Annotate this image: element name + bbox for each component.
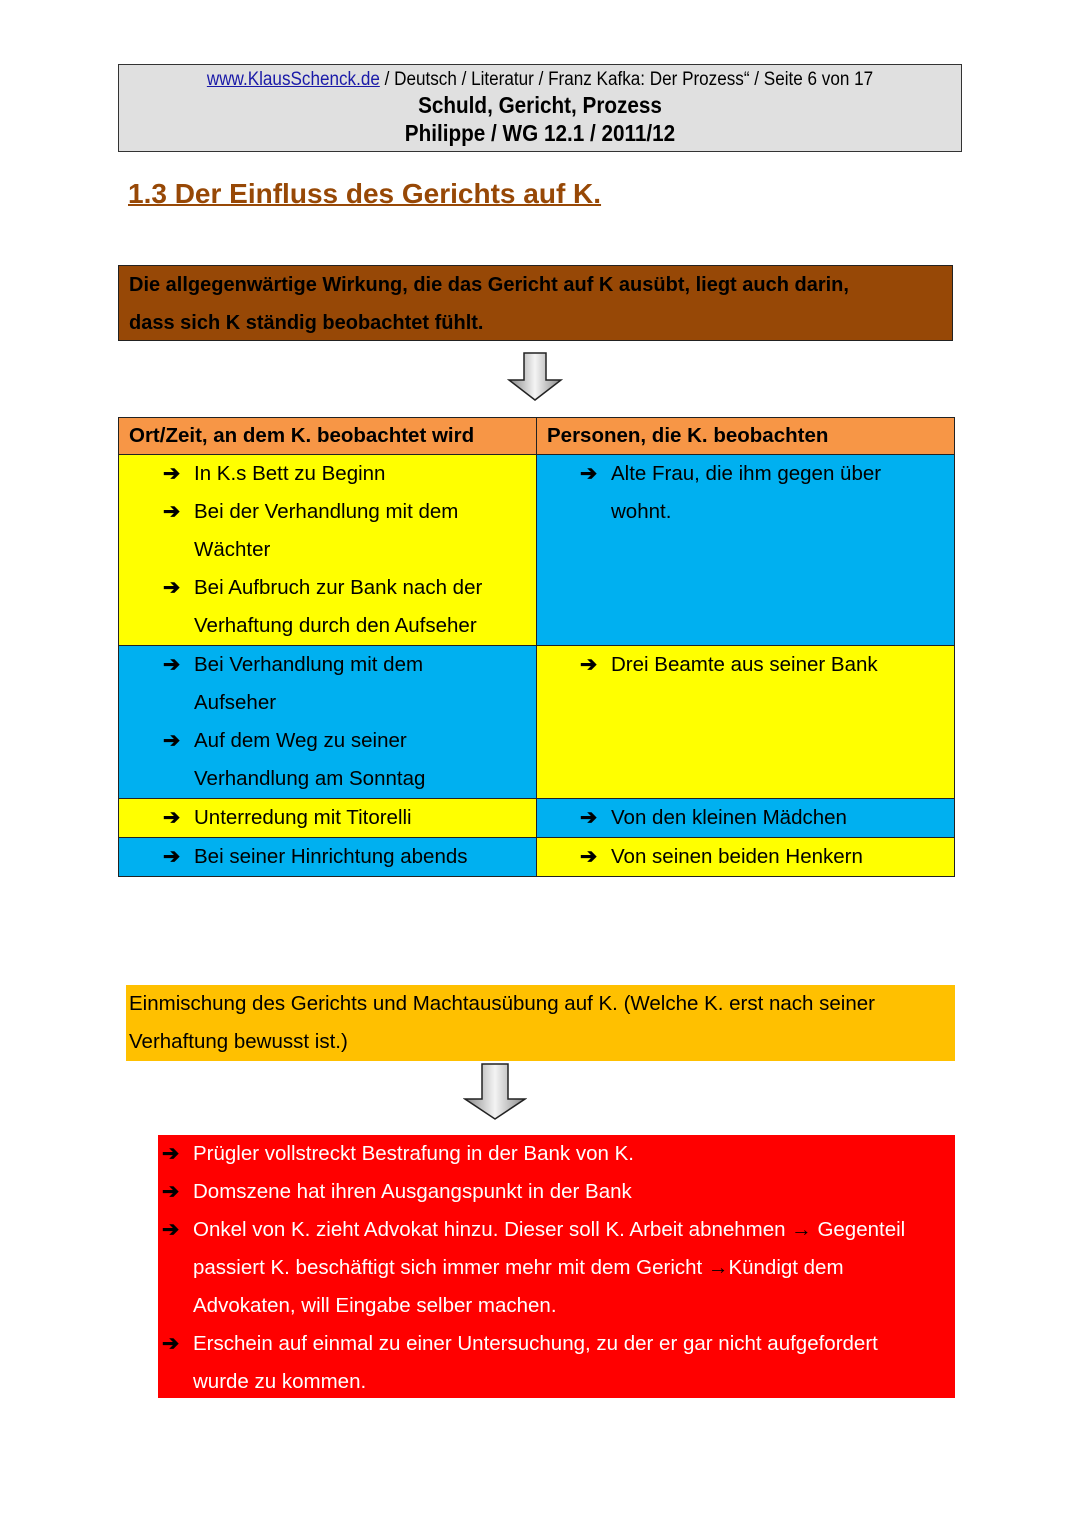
- list-item: ➔ Bei Verhandlung mit dem Aufseher: [119, 646, 536, 722]
- table-cell: [119, 799, 537, 838]
- arrow-right-icon: ➔: [163, 462, 181, 485]
- list-item: ➔ Alte Frau, die ihm gegen über wohnt.: [537, 455, 954, 531]
- interference-line-2: Verhaftung bewusst ist.): [129, 1030, 348, 1053]
- site-link[interactable]: www.KlausSchenck.de: [206, 69, 380, 90]
- table-row: [119, 838, 955, 877]
- header-subtitle: Philippe / WG 12.1 / 2011/12: [404, 120, 676, 146]
- interference-line-1: Einmischung des Gerichts und Machtausübung auf K. (Welche K. erst nach seiner: [129, 992, 875, 1015]
- intro-line-2: dass sich K ständig beobachtet fühlt.: [129, 312, 484, 334]
- list-item: ➔ In K.s Bett zu Beginn: [119, 455, 536, 493]
- arrow-right-icon: ➔: [163, 576, 181, 599]
- table-cell: [119, 455, 537, 646]
- observation-table: [118, 417, 955, 877]
- list-item: ➔ Onkel von K. zieht Advokat hinzu. Dieser soll K. Arbeit abnehmen → Gegenteil passiert K. beschäftigt sich immer mehr mit dem Gericht →Kündigt dem Advokaten, will Eingabe selber machen.: [158, 1211, 955, 1325]
- table-cell: [537, 799, 955, 838]
- table-cell: [119, 646, 537, 799]
- down-arrow-icon: [507, 352, 563, 402]
- list-item: ➔ Bei seiner Hinrichtung abends: [119, 838, 536, 876]
- arrow-right-icon: ➔: [162, 1332, 180, 1355]
- column-header-persons: Personen, die K. beobachten: [537, 418, 955, 455]
- arrow-right-icon: ➔: [163, 806, 181, 829]
- table-header-row: [119, 418, 955, 455]
- list-item: ➔ Von seinen beiden Henkern: [537, 838, 954, 876]
- arrow-right-icon: →: [791, 1218, 812, 1241]
- table-row: [119, 799, 955, 838]
- list-item: ➔ Bei Aufbruch zur Bank nach der Verhaftung durch den Aufseher: [119, 569, 536, 645]
- intro-line-1: Die allgegenwärtige Wirkung, die das Gericht auf K ausübt, liegt auch darin,: [129, 274, 849, 296]
- list-item: ➔ Bei der Verhandlung mit dem Wächter: [119, 493, 536, 569]
- table-cell: [537, 455, 955, 646]
- arrow-right-icon: ➔: [163, 845, 181, 868]
- arrow-right-icon: ➔: [163, 729, 181, 752]
- arrow-right-icon: ➔: [162, 1180, 180, 1203]
- arrow-right-icon: ➔: [580, 653, 598, 676]
- consequences-box: [158, 1135, 955, 1398]
- table-row: [119, 646, 955, 799]
- arrow-right-icon: ➔: [580, 462, 598, 485]
- arrow-right-icon: ➔: [162, 1142, 180, 1165]
- section-title: 1.3 Der Einfluss des Gerichts auf K.: [128, 178, 602, 209]
- arrow-right-icon: ➔: [580, 806, 598, 829]
- intro-box: [118, 265, 953, 341]
- header-breadcrumb: [161, 69, 919, 91]
- arrow-right-icon: →: [707, 1256, 729, 1279]
- column-header-place-time: Ort/Zeit, an dem K. beobachtet wird: [119, 418, 537, 455]
- breadcrumb-text: / Deutsch / Literatur / Franz Kafka: Der Prozess“ / Seite 6 von 17: [379, 69, 874, 90]
- arrow-right-icon: ➔: [163, 653, 181, 676]
- interference-box: [126, 985, 955, 1061]
- table-cell: [537, 838, 955, 877]
- list-item: ➔ Auf dem Weg zu seiner Verhandlung am Sonntag: [119, 722, 536, 798]
- table-cell: [537, 646, 955, 799]
- table-cell: [119, 838, 537, 877]
- arrow-right-icon: ➔: [162, 1218, 180, 1241]
- table-row: [119, 455, 955, 646]
- arrow-right-icon: ➔: [580, 845, 598, 868]
- list-item: ➔ Domszene hat ihren Ausgangspunkt in der Bank: [158, 1173, 955, 1211]
- list-item: ➔ Von den kleinen Mädchen: [537, 799, 954, 837]
- down-arrow-icon: [463, 1063, 527, 1121]
- list-item: ➔ Drei Beamte aus seiner Bank: [537, 646, 954, 684]
- arrow-right-icon: ➔: [163, 500, 181, 523]
- page-header: [118, 64, 962, 152]
- header-title: Schuld, Gericht, Prozess: [418, 92, 662, 118]
- list-item: ➔ Unterredung mit Titorelli: [119, 799, 536, 837]
- list-item: ➔ Erschein auf einmal zu einer Untersuchung, zu der er gar nicht aufgefordert wurde zu kommen.: [158, 1325, 955, 1401]
- list-item: ➔ Prügler vollstreckt Bestrafung in der Bank von K.: [158, 1135, 955, 1173]
